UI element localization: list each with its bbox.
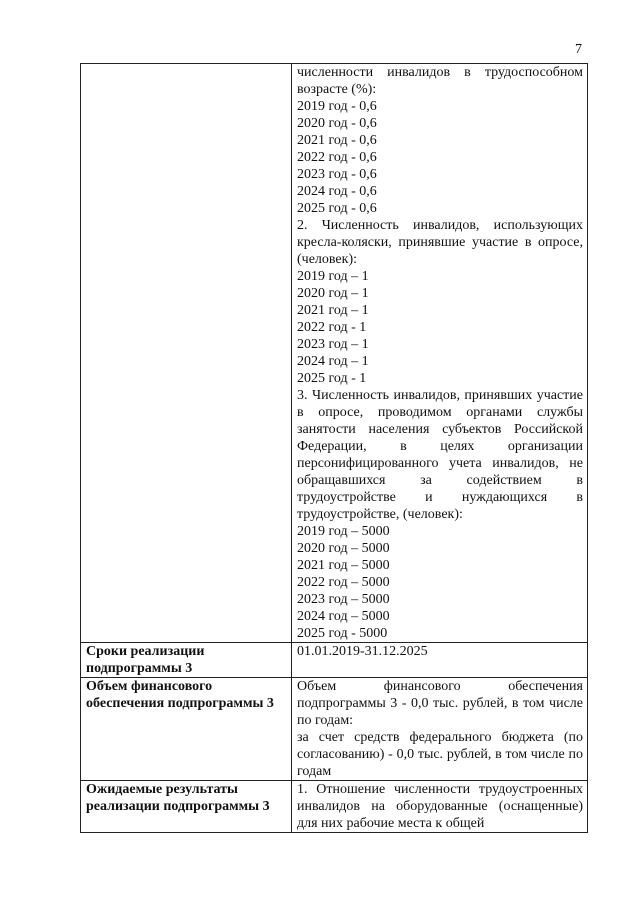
table-row-terms [81, 643, 588, 678]
page-number: 7 [575, 42, 582, 57]
list-item: 2023 год - 0,6 [297, 167, 377, 182]
funding-total-text: Объем финансового обеспечения подпрограммы 3 - 0,0 тыс. рублей, в том числе по годам: [297, 679, 583, 728]
list-item: 2020 год – 5000 [297, 541, 390, 556]
table-row-funding [81, 678, 588, 781]
list-item: 2024 год - 0,6 [297, 184, 377, 199]
terms-value: 01.01.2019-31.12.2025 [292, 643, 588, 678]
list-item: 2021 год – 5000 [297, 558, 390, 573]
list-item: 2019 год – 5000 [297, 524, 390, 539]
indicators-cell [292, 64, 588, 643]
results-value: 1. Отношение численности трудоустроенных инвалидов на оборудованные (оснащенные) для них рабочие места к общей [292, 781, 588, 833]
list-item: 2023 год – 1 [297, 337, 369, 352]
list-item: 2025 год - 0,6 [297, 201, 377, 216]
list-item: 2024 год – 1 [297, 354, 369, 369]
funding-value-cell [292, 678, 588, 781]
list-item: 2023 год – 5000 [297, 592, 390, 607]
list-item: 2022 год - 0,6 [297, 150, 377, 165]
list-item: 2025 год - 1 [297, 371, 367, 386]
indicator3-year-list [297, 523, 583, 642]
indicator1-intro: численности инвалидов в трудоспособном возрасте (%): [297, 65, 583, 97]
list-item: 2024 год – 5000 [297, 609, 390, 624]
indicator1-year-list [297, 98, 583, 217]
list-item: 2020 год - 0,6 [297, 116, 377, 131]
list-item: 2025 год - 5000 [297, 626, 388, 641]
empty-label-cell [81, 64, 292, 643]
terms-label: Сроки реализации подпрограммы 3 [81, 643, 292, 678]
list-item: 2019 год – 1 [297, 269, 369, 284]
indicator2-year-list [297, 268, 583, 387]
list-item: 2021 год – 1 [297, 303, 369, 318]
passport-table [80, 63, 588, 833]
list-item: 2020 год – 1 [297, 286, 369, 301]
list-item: 2019 год - 0,6 [297, 99, 377, 114]
funding-federal-text: за счет средств федерального бюджета (по согласованию) - 0,0 тыс. рублей, в том числе по годам [297, 730, 583, 779]
table-row-results [81, 781, 588, 833]
results-label: Ожидаемые результаты реализации подпрограммы 3 [81, 781, 292, 833]
funding-label: Объем финансового обеспечения подпрограммы 3 [81, 678, 292, 781]
list-item: 2021 год - 0,6 [297, 133, 377, 148]
indicator2-title: 2. Численность инвалидов, использующих кресла-коляски, принявшие участие в опросе, (человек): [297, 218, 583, 267]
indicator3-title: 3. Численность инвалидов, принявших участие в опросе, проводимом органами службы занятости населения субъектов Российской Федерации, в целях организации персонифицированного учета инвалидов, не обращавшихся за содействием в трудоустройстве и нуждающихся в трудоустройстве, (человек): [297, 388, 583, 522]
list-item: 2022 год - 1 [297, 320, 367, 335]
table-row-indicators [81, 64, 588, 643]
list-item: 2022 год – 5000 [297, 575, 390, 590]
